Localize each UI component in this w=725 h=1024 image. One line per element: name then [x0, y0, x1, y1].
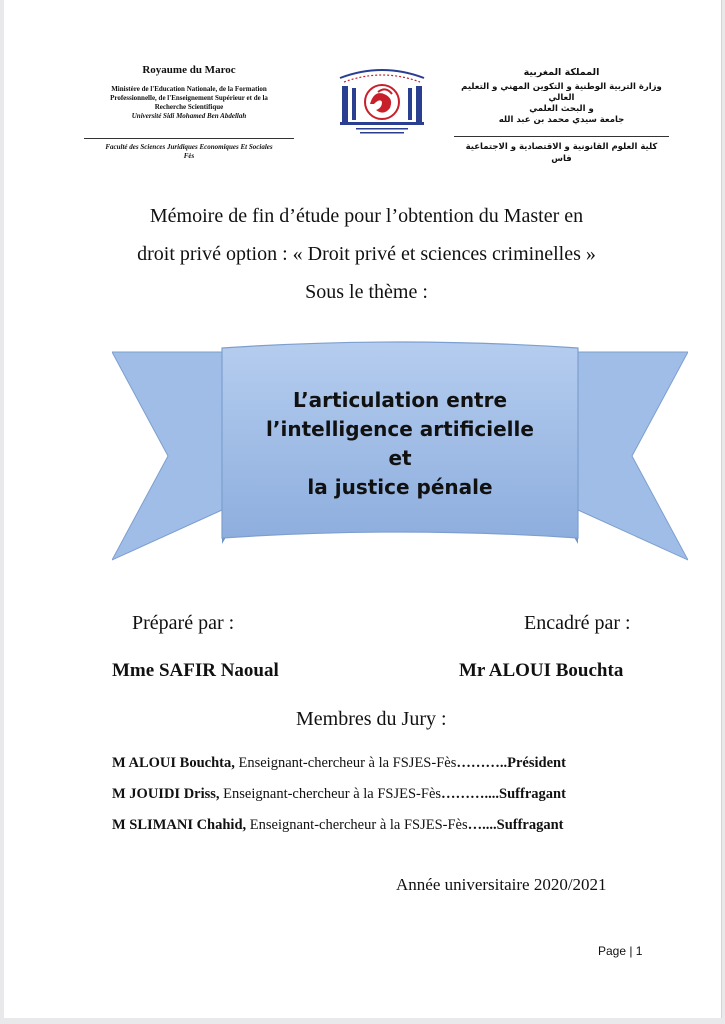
jury-member-dots: ……….... — [441, 786, 500, 802]
university-fr: Université Sidi Mohamed Ben Abdellah — [131, 112, 247, 120]
university-crest-icon — [334, 64, 430, 138]
faculty-fr — [84, 143, 294, 161]
academic-year: Année universitaire 2020/2021 — [396, 875, 607, 894]
ministry-ar-line2: و البحث العلمي — [529, 104, 594, 114]
jury-member-name: M ALOUI Bouchta, — [112, 755, 235, 771]
faculty-ar-line2: فاس — [551, 154, 572, 164]
jury-member-desc: Enseignant-chercheur à la FSJES-Fès — [246, 817, 468, 833]
theme-line1: L’articulation entre — [292, 388, 508, 412]
ministry-ar-line1: وزارة التربية الوطنية و التكوين المهني و التعليم العالي — [461, 82, 662, 103]
jury-member-row — [112, 755, 652, 772]
thesis-title-line3: Sous le thème : — [305, 281, 428, 303]
document-page — [4, 0, 722, 1018]
theme-text — [222, 386, 578, 502]
thesis-title-line2: droit privé option : « Droit privé et sciences criminelles » — [137, 243, 596, 265]
faculty-fr-line2: Fès — [183, 152, 195, 160]
jury-member-dots: ….... — [467, 817, 497, 833]
faculty-ar-line1: كلية العلوم القانونية و الاقتصادية و الاجتماعية — [465, 142, 658, 152]
ministry-fr-line3: Recherche Scientifique — [154, 103, 224, 111]
kingdom-ar: المملكة المغربية — [523, 67, 600, 78]
faculty-fr-line1: Faculté des Sciences Juridiques Economiques Et Sociales — [105, 143, 273, 151]
header-right — [454, 67, 669, 126]
ministry-fr-line1: Ministère de l'Education Nationale, de la Formation — [111, 85, 267, 93]
jury-member-role: Suffragant — [496, 817, 564, 833]
supervisor-name: Mr ALOUI Bouchta — [459, 660, 624, 681]
jury-member-name: M JOUIDI Driss, — [112, 786, 220, 802]
prepared-by-label: Préparé par : — [132, 612, 235, 634]
header-right-divider — [454, 136, 669, 137]
page-number: Page | 1 — [598, 944, 643, 958]
thesis-title-line1: Mémoire de fin d’étude pour l’obtention du Master en — [149, 205, 584, 227]
faculty-ar — [454, 141, 669, 165]
jury-member-dots: ……….. — [456, 755, 508, 771]
jury-member-row — [112, 817, 652, 834]
theme-line4: la justice pénale — [307, 475, 493, 499]
jury-member-row — [112, 786, 652, 803]
header-left-divider — [84, 138, 294, 139]
thesis-title — [54, 197, 679, 311]
jury-member-desc: Enseignant-chercheur à la FSJES-Fès — [234, 755, 457, 771]
jury-member-name: M SLIMANI Chahid, — [112, 817, 247, 833]
university-ar: جامعة سيدي محمد بن عبد الله — [498, 115, 625, 125]
author-name: Mme SAFIR Naoual — [112, 660, 279, 681]
theme-line2: l’intelligence artificielle — [266, 417, 534, 441]
supervised-by-label: Encadré par : — [524, 612, 631, 634]
jury-title: Membres du Jury : — [296, 708, 447, 730]
jury-member-desc: Enseignant-chercheur à la FSJES-Fès — [219, 786, 442, 802]
jury-member-role: Président — [507, 755, 566, 771]
jury-member-role: Suffragant — [499, 786, 566, 802]
header-left — [84, 64, 294, 121]
theme-line3: et — [388, 446, 412, 470]
ministry-fr-line2: Professionnelle, de l'Enseignement Supérieur et de la — [110, 94, 268, 102]
kingdom-fr: Royaume du Maroc — [142, 64, 236, 76]
